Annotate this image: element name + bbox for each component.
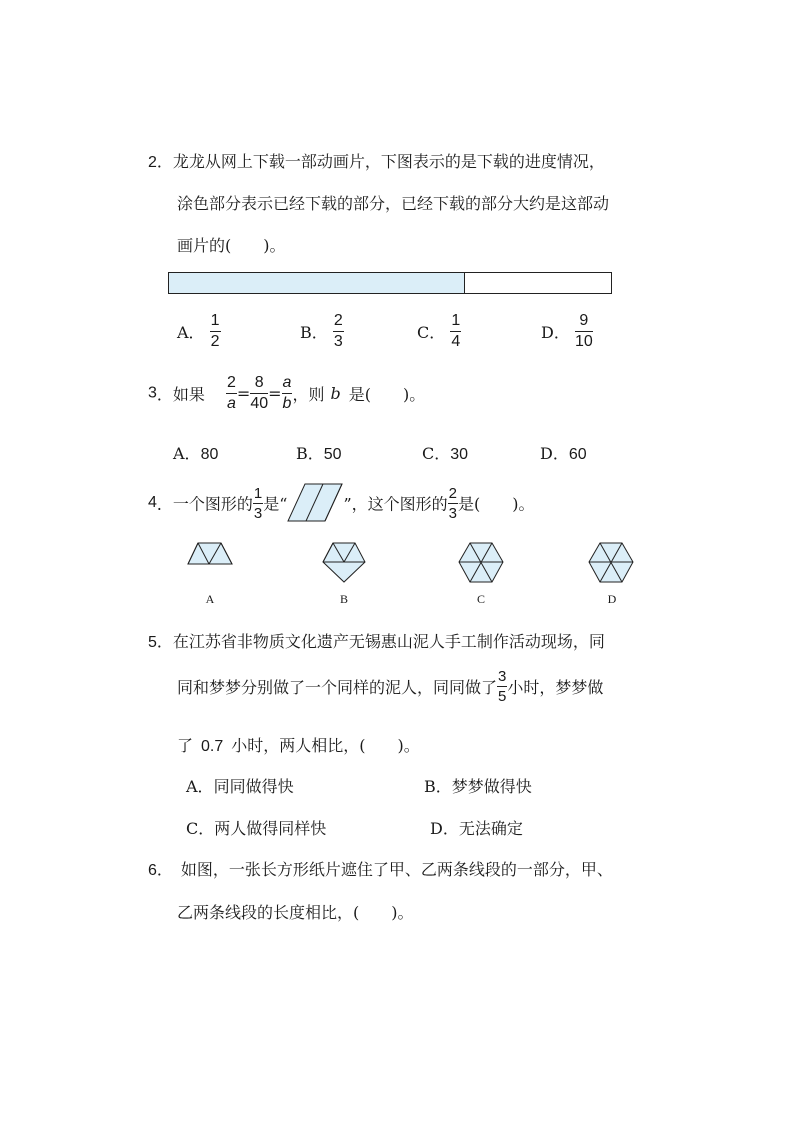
- q5-option-d: D．无法确定: [430, 819, 523, 838]
- q4-option-b-label: B: [339, 592, 348, 606]
- q3-option-a: A．80: [173, 444, 219, 463]
- q3-option-c: C．30: [422, 444, 469, 463]
- q2-option-c: C． $\frac{1}{4}$: [417, 312, 461, 350]
- q4-option-c-label: C: [476, 592, 485, 606]
- q5-option-b: B．梦梦做得快: [424, 777, 532, 796]
- q5-option-a: A．同同做得快: [186, 777, 294, 796]
- download-progress-bar: [168, 272, 612, 294]
- option-d-hexagon-figure: [588, 542, 634, 584]
- q2-option-a: A． $\frac{1}{2}$: [177, 312, 220, 350]
- q3-option-b: B．50: [296, 444, 342, 463]
- option-b-figure: [322, 542, 366, 584]
- q4-option-d-label: D: [607, 592, 617, 606]
- option-a-trapezoid-figure: [187, 542, 233, 566]
- option-c-figure: [458, 542, 504, 584]
- q2-option-d: D． $\frac{9}{10}$: [541, 312, 593, 350]
- q4-option-a-label: A: [205, 592, 215, 606]
- q6-line1: 6． 如图，一张长方形纸片遮住了甲、乙两条线段的一部分，甲、: [148, 860, 613, 879]
- q3-stem: 3．如果 $\frac{2}{a}$ = $\frac{8}{40}$ = $\frac{a}{b}$ ，则 b 是( )。: [148, 374, 426, 412]
- parallelogram-icon: [287, 483, 343, 523]
- q2-line1: 2．龙龙从网上下载一部动画片，下图表示的是下载的进度情况，: [148, 152, 605, 171]
- q5-line2: 同和梦梦分别做了一个同样的泥人，同同做了 $\frac{3}{5}$ 小时，梦梦做: [177, 668, 604, 705]
- q6-line2: 乙两条线段的长度相比，( )。: [177, 903, 414, 922]
- q2-option-b: B． $\frac{2}{3}$: [300, 312, 343, 350]
- download-progress-fill: [169, 273, 465, 293]
- q3-option-d: D．60: [540, 444, 587, 463]
- q4-stem: 4．一个图形的 $\frac{1}{3}$ 是“ ”，这个图形的 $\frac{2}{3}$ 是( )。: [148, 484, 535, 522]
- q5-option-c: C．两人做得同样快: [186, 819, 327, 838]
- q5-line1: 5．在江苏省非物质文化遗产无锡惠山泥人手工制作活动现场，同: [148, 632, 605, 651]
- q5-line3: 了 0.7 小时，两人相比，( )。: [177, 736, 420, 755]
- q2-line3: 画片的( )。: [177, 236, 286, 255]
- q2-line2: 涂色部分表示已经下载的部分，已经下载的部分大约是这部动: [177, 194, 610, 213]
